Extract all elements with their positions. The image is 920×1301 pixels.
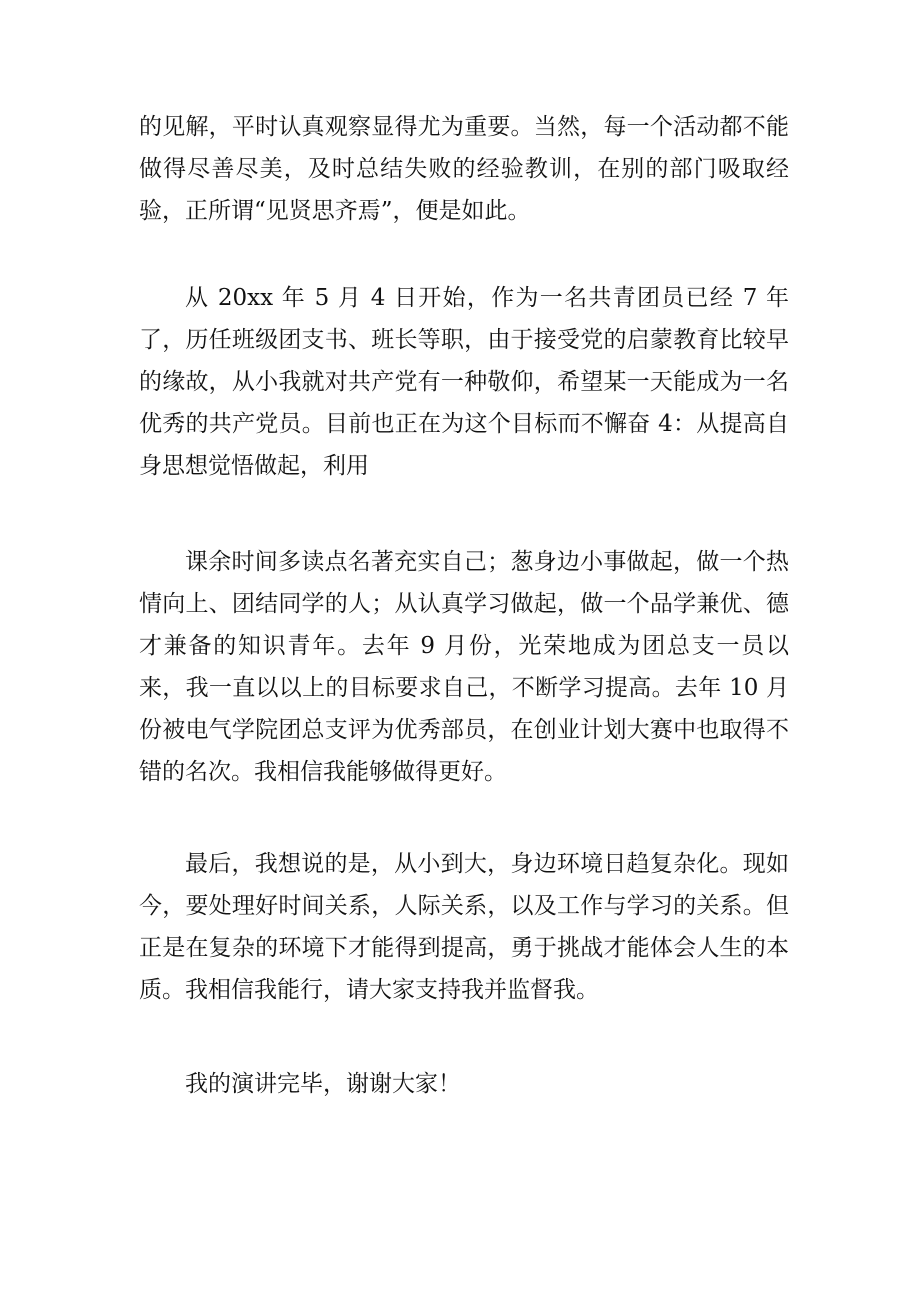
paragraph-continuation: 的见解，平时认真观察显得尤为重要。当然，每一个活动都不能做得尽善尽美，及时总结失败的经验教训，在别的部门吸取经验，正所谓“见贤思齐焉”，便是如此。 <box>139 114 789 224</box>
paragraph-league-membership: 从 20xx 年 5 月 4 日开始，作为一名共青团员已经 7 年了，历任班级团支书、班长等职，由于接受党的启蒙教育比较早的缘故，从小我就对共产党有一种敬仰，希望某一天能成为一名优秀的共产党员。目前也正在为这个目标而不懈奋 4：从提高自身思想觉悟做起，利用 <box>139 285 789 479</box>
paragraph-conclusion: 最后，我想说的是，从小到大，身边环境日趋复杂化。现如今，要处理好时间关系，人际关系，以及工作与学习的关系。但正是在复杂的环境下才能得到提高，勇于挑战才能体会人生的本质。我相信我能行，请大家支持我并监督我。 <box>139 851 789 1003</box>
paragraph-closing: 我的演讲完毕，谢谢大家！ <box>185 1071 461 1097</box>
paragraph-self-improvement: 课余时间多读点名著充实自己；葱身边小事做起，做一个热情向上、团结同学的人；从认真学习做起，做一个品学兼优、德才兼备的知识青年。去年 9 月份，光荣地成为团总支一员以来，我一直以以上的目标要求自己，不断学习提高。去年 10 月份被电气学院团总支评为优秀部员，在创业计划大赛中也取得不错的名次。我相信我能够做得更好。 <box>139 549 789 785</box>
